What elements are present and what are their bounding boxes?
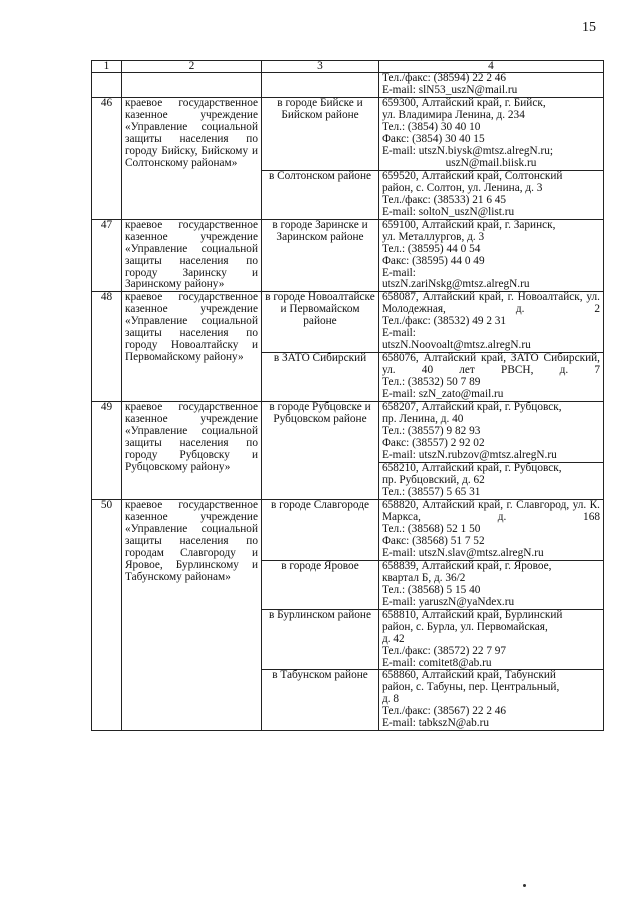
contact-line: uszN@mail.biisk.ru bbox=[445, 156, 537, 169]
contact-line: Тел.: (38568) 52 1 50 bbox=[382, 522, 481, 535]
contact-line: E-mail: soltoN_uszN@list.ru bbox=[382, 205, 515, 218]
row-number: 48 bbox=[92, 292, 122, 402]
contact-line: Тел./факс: (38572) 22 7 97 bbox=[382, 644, 507, 657]
contact-line: 658210, Алтайский край, г. Рубцовск, bbox=[382, 462, 562, 474]
contact-line: E-mail: comitet8@ab.ru bbox=[382, 656, 492, 669]
branch-area: в ЗАТО Сибирский bbox=[262, 353, 379, 402]
column-header: 4 bbox=[379, 61, 604, 73]
contact-line: 658810, Алтайский край, Бурлинский bbox=[382, 608, 563, 621]
contact-line: Факс: (38595) 44 0 49 bbox=[382, 254, 485, 267]
contact-cell bbox=[379, 499, 604, 560]
contact-line: Тел.: (3854) 30 40 10 bbox=[382, 120, 481, 133]
table-row bbox=[92, 292, 604, 353]
contact-line: 658860, Алтайский край, Табунский bbox=[382, 669, 556, 682]
contact-line: 658076, Алтайский край, ЗАТО Сибирский, ул. 40 лет РВСН, д. 7 bbox=[382, 352, 600, 377]
branch-area: в городе Яровое bbox=[262, 560, 379, 609]
contact-cell bbox=[379, 463, 604, 500]
branch-area: в Табунском районе bbox=[262, 670, 379, 731]
contact-line: д. 8 bbox=[382, 693, 400, 706]
contact-line: Факс: (3854) 30 40 15 bbox=[382, 132, 485, 145]
contact-cell bbox=[379, 97, 604, 170]
page-number: 15 bbox=[582, 20, 596, 35]
table-row bbox=[92, 402, 604, 463]
table-header-row bbox=[92, 61, 604, 73]
contact-line: пр. Рубцовский, д. 62 bbox=[382, 473, 485, 486]
contact-line: E-mail: szN_zato@mail.ru bbox=[382, 388, 504, 401]
contact-line: Тел.: (38568) 5 15 40 bbox=[382, 583, 481, 596]
contact-line: 659520, Алтайский край, Солтонский bbox=[382, 169, 563, 182]
contact-line: Факс: (38557) 2 92 02 bbox=[382, 437, 485, 450]
contact-cell bbox=[379, 292, 604, 353]
row-number: 49 bbox=[92, 402, 122, 500]
row-number: 47 bbox=[92, 219, 122, 292]
branch-area: в городе Бийске и Бийском районе bbox=[262, 97, 379, 170]
contact-line: E-mail: bbox=[382, 266, 416, 279]
contact-line: 658839, Алтайский край, г. Яровое, bbox=[382, 559, 552, 572]
contact-line: Факс: (38568) 51 7 52 bbox=[382, 534, 485, 547]
contact-line: 658207, Алтайский край, г. Рубцовск, bbox=[382, 401, 562, 414]
organization-name: краевое государственное казенное учреждение «Управление социальной защиты населения по городу Заринску и Заринскому району» bbox=[122, 219, 262, 292]
contact-line: 658087, Алтайский край, г. Новоалтайск, ул. Молодежная, д. 2 bbox=[382, 291, 600, 316]
organization-name: краевое государственное казенное учреждение «Управление социальной защиты населения по городам Славгороду и Яровое, Бурлинскому и Табунскому районам» bbox=[122, 499, 262, 730]
branch-area: в Бурлинском районе bbox=[262, 609, 379, 670]
contact-cell bbox=[379, 670, 604, 731]
branch-area: в городе Новоалтайске и Первомайском районе bbox=[262, 292, 379, 353]
contact-line: 659300, Алтайский край, г. Бийск, bbox=[382, 96, 546, 109]
contact-cell bbox=[379, 73, 604, 98]
contact-line: Тел.: (38595) 44 0 54 bbox=[382, 242, 481, 255]
column-header: 1 bbox=[92, 61, 122, 73]
branch-area: в городе Заринске и Заринском районе bbox=[262, 219, 379, 292]
branch-area: в городе Рубцовске и Рубцовском районе bbox=[262, 402, 379, 500]
branch-area: в городе Славгороде bbox=[262, 499, 379, 560]
contact-line: ул. Металлургов, д. 3 bbox=[382, 230, 485, 243]
contact-line: utszN.zariNskg@mtsz.alregN.ru bbox=[382, 278, 530, 291]
contact-line: район, с. Солтон, ул. Ленина, д. 3 bbox=[382, 181, 543, 194]
contact-line: Тел./факс: (38533) 21 6 45 bbox=[382, 193, 507, 206]
contact-line: ул. Владимира Ленина, д. 234 bbox=[382, 108, 525, 121]
contact-line: пр. Ленина, д. 40 bbox=[382, 413, 464, 426]
column-header: 2 bbox=[122, 61, 262, 73]
contact-line: район, с. Бурла, ул. Первомайская, bbox=[382, 620, 548, 633]
contact-line: д. 42 bbox=[382, 632, 405, 645]
contact-line: Тел.: (38557) 5 65 31 bbox=[382, 485, 481, 498]
contact-cell bbox=[379, 219, 604, 292]
row-number: 50 bbox=[92, 499, 122, 730]
table-row bbox=[92, 499, 604, 560]
contact-line: 658820, Алтайский край, г. Славгород, ул. К. Маркса, д. 168 bbox=[382, 498, 600, 523]
contact-line: Тел.: (38532) 50 7 89 bbox=[382, 376, 481, 389]
contact-cell bbox=[379, 402, 604, 463]
contact-line: квартал Б, д. 36/2 bbox=[382, 571, 466, 584]
organization-name: краевое государственное казенное учреждение «Управление социальной защиты населения по городу Рубцовску и Рубцовскому району» bbox=[122, 402, 262, 500]
branch-area: в Солтонском районе bbox=[262, 170, 379, 219]
row-number: 46 bbox=[92, 97, 122, 219]
contact-line: Тел./факс: (38594) 22 2 46 bbox=[382, 72, 507, 84]
contact-line: Тел.: (38557) 9 82 93 bbox=[382, 425, 481, 438]
contact-line: Тел./факс: (38567) 22 2 46 bbox=[382, 705, 507, 718]
continuation-row bbox=[92, 73, 604, 98]
organization-name: краевое государственное казенное учреждение «Управление социальной защиты населения по городу Бийску, Бийскому и Солтонскому районам» bbox=[122, 97, 262, 219]
contact-line: E-mail: slN53_uszN@mail.ru bbox=[382, 83, 518, 96]
contact-line: район, с. Табуны, пер. Центральный, bbox=[382, 681, 560, 694]
contact-cell bbox=[379, 609, 604, 670]
institutions-table bbox=[91, 60, 604, 731]
table-row bbox=[92, 97, 604, 170]
table-row bbox=[92, 219, 604, 292]
organization-name: краевое государственное казенное учреждение «Управление социальной защиты населения по городу Новоалтайску и Первомайскому району» bbox=[122, 292, 262, 402]
contact-line: E-mail: tabkszN@ab.ru bbox=[382, 717, 490, 730]
footer-dot bbox=[523, 884, 526, 887]
contact-cell bbox=[379, 560, 604, 609]
contact-line: Тел./факс: (38532) 49 2 31 bbox=[382, 315, 507, 328]
contact-cell bbox=[379, 353, 604, 402]
column-header: 3 bbox=[262, 61, 379, 73]
contact-line: utszN.Noovoalt@mtsz.alregN.ru bbox=[382, 339, 531, 352]
contact-line: E-mail: utszN.biysk@mtsz.alregN.ru; bbox=[382, 144, 554, 157]
contact-line: E-mail: yaruszN@yaNdex.ru bbox=[382, 595, 515, 608]
contact-line: E-mail: bbox=[382, 327, 416, 340]
contact-line: E-mail: utszN.rubzov@mtsz.alregN.ru bbox=[382, 449, 557, 462]
contact-line: E-mail: utszN.slav@mtsz.alregN.ru bbox=[382, 546, 544, 559]
contact-line: 659100, Алтайский край, г. Заринск, bbox=[382, 218, 556, 231]
contact-cell bbox=[379, 170, 604, 219]
